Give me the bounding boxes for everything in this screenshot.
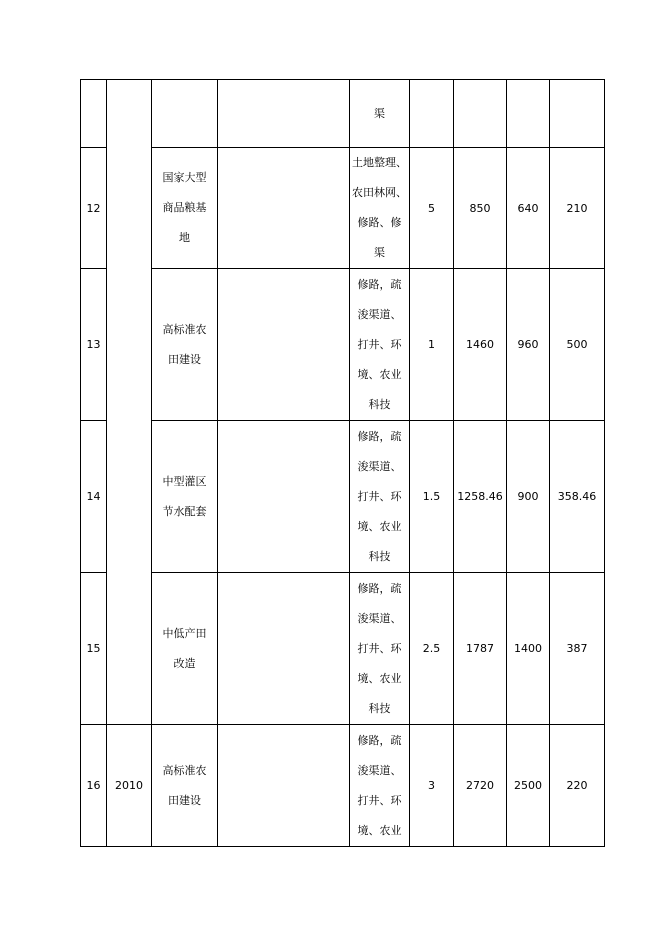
year-cell: 2010	[107, 725, 152, 847]
table-row	[81, 80, 605, 148]
total-investment-cell: 1787	[454, 573, 507, 725]
description-cell	[218, 421, 350, 573]
total-investment-cell: 2720	[454, 725, 507, 847]
total-investment-cell	[454, 80, 507, 148]
row-number-cell: 13	[81, 269, 107, 421]
description-cell	[218, 148, 350, 269]
table-row	[81, 573, 605, 725]
area-cell: 3	[410, 725, 454, 847]
description-cell	[218, 80, 350, 148]
description-cell	[218, 269, 350, 421]
project-name-cell: 国家大型 商品粮基 地	[152, 148, 218, 269]
central-investment-cell	[507, 80, 550, 148]
row-number-cell	[81, 80, 107, 148]
row-number-cell: 15	[81, 573, 107, 725]
central-investment-cell: 960	[507, 269, 550, 421]
central-investment-cell: 1400	[507, 573, 550, 725]
construction-content-cell: 土地整理、 农田林网、 修路、修 渠	[350, 148, 410, 269]
total-investment-cell: 1258.46	[454, 421, 507, 573]
construction-content-cell: 修路，疏 浚渠道、 打井、环 境、农业 科技	[350, 573, 410, 725]
project-table	[80, 79, 605, 847]
total-investment-cell: 850	[454, 148, 507, 269]
area-cell: 5	[410, 148, 454, 269]
local-investment-cell: 500	[550, 269, 605, 421]
row-number-cell: 16	[81, 725, 107, 847]
project-name-cell: 中低产田 改造	[152, 573, 218, 725]
construction-content-cell: 修路，疏 浚渠道、 打井、环 境、农业 科技	[350, 269, 410, 421]
project-name-cell: 高标准农 田建设	[152, 269, 218, 421]
local-investment-cell	[550, 80, 605, 148]
project-name-cell: 高标准农 田建设	[152, 725, 218, 847]
row-number-cell: 14	[81, 421, 107, 573]
project-name-cell: 中型灌区 节水配套	[152, 421, 218, 573]
description-cell	[218, 573, 350, 725]
table-row	[81, 421, 605, 573]
area-cell: 1.5	[410, 421, 454, 573]
central-investment-cell: 640	[507, 148, 550, 269]
table-row	[81, 148, 605, 269]
year-cell	[107, 80, 152, 725]
construction-content-cell: 修路，疏 浚渠道、 打井、环 境、农业	[350, 725, 410, 847]
table-row	[81, 725, 605, 847]
local-investment-cell: 387	[550, 573, 605, 725]
central-investment-cell: 900	[507, 421, 550, 573]
local-investment-cell: 220	[550, 725, 605, 847]
local-investment-cell: 358.46	[550, 421, 605, 573]
description-cell	[218, 725, 350, 847]
local-investment-cell: 210	[550, 148, 605, 269]
table-row	[81, 269, 605, 421]
area-cell: 1	[410, 269, 454, 421]
area-cell	[410, 80, 454, 148]
construction-content-cell: 修路，疏 浚渠道、 打井、环 境、农业 科技	[350, 421, 410, 573]
total-investment-cell: 1460	[454, 269, 507, 421]
area-cell: 2.5	[410, 573, 454, 725]
central-investment-cell: 2500	[507, 725, 550, 847]
construction-content-cell: 渠	[350, 80, 410, 148]
row-number-cell: 12	[81, 148, 107, 269]
project-name-cell	[152, 80, 218, 148]
